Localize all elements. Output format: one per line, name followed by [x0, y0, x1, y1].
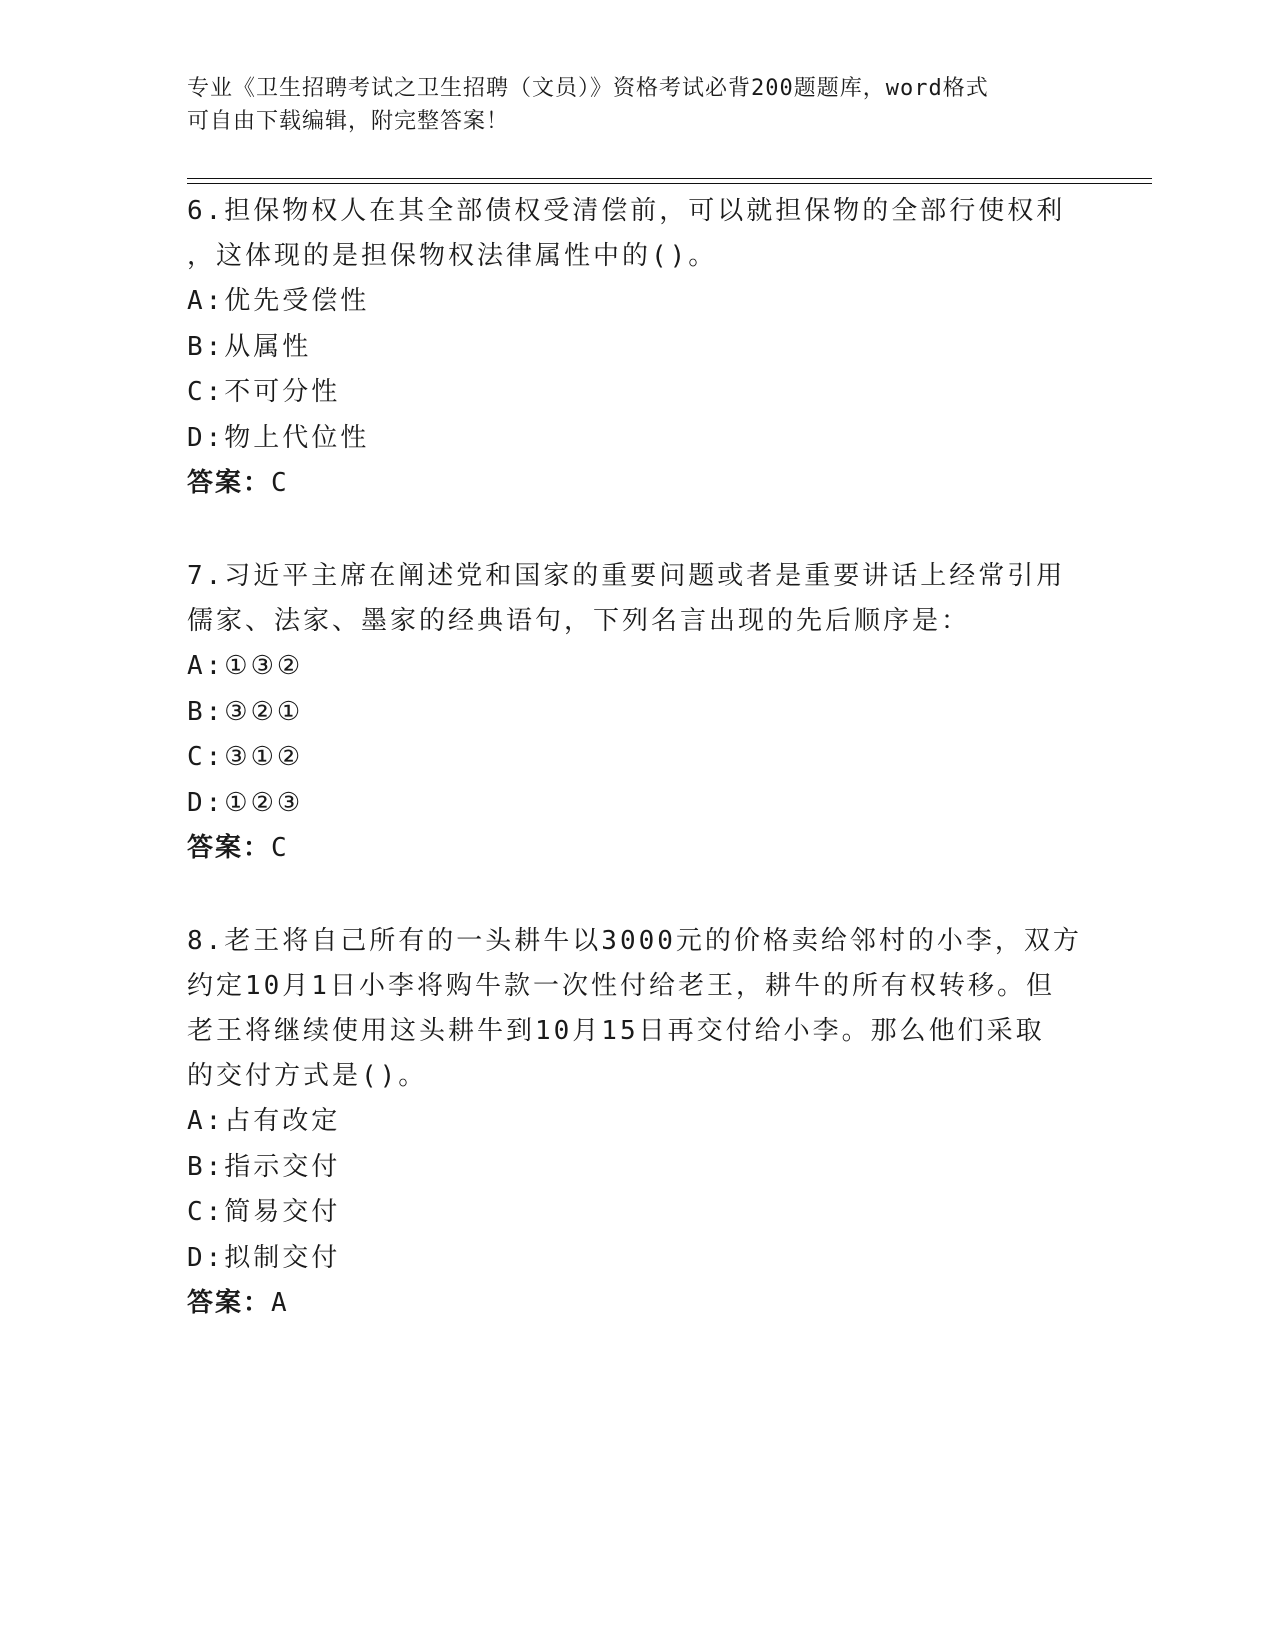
option-c: C:简易交付 [187, 1197, 341, 1227]
question-text-line: 的交付方式是()。 [187, 1061, 428, 1091]
answer-value: C [271, 468, 288, 498]
answer-label: 答案： [187, 468, 272, 498]
answer-line [187, 1281, 1087, 1326]
answer-value: A [271, 1288, 288, 1318]
header-divider-bottom [187, 183, 1152, 184]
question-text-line: 儒家、法家、墨家的经典语句，下列名言出现的先后顺序是： [187, 606, 971, 636]
document-header [187, 72, 1067, 138]
option-c: C:不可分性 [187, 377, 341, 407]
option-d: D:①②③ [187, 787, 304, 818]
option-d: D:物上代位性 [187, 422, 370, 453]
answer-label: 答案： [187, 833, 272, 863]
answer-value: C [271, 833, 288, 863]
question-text-line: 老王将继续使用这头耕牛到10月15日再交付给小李。那么他们采取 [187, 1016, 1045, 1046]
option-a: A:①③② [187, 651, 304, 681]
answer-line [187, 461, 1087, 506]
option-a: A:优先受偿性 [187, 286, 370, 316]
option-c: C:③①② [187, 742, 304, 772]
option-b: B:从属性 [187, 331, 312, 362]
question-text-line: 6.担保物权人在其全部债权受清偿前，可以就担保物的全部行使权利 [187, 196, 1066, 226]
answer-label: 答案： [187, 1288, 272, 1318]
question-6 [187, 189, 1087, 506]
question-text-line: 7.习近平主席在阐述党和国家的重要问题或者是重要讲话上经常引用 [187, 561, 1066, 591]
question-text-line: 约定10月1日小李将购牛款一次性付给老王，耕牛的所有权转移。但 [187, 971, 1055, 1001]
option-a: A:占有改定 [187, 1106, 341, 1136]
option-d: D:拟制交付 [187, 1242, 341, 1273]
header-line-2: 可自由下载编辑，附完整答案！ [187, 109, 510, 134]
option-b: B:③②① [187, 696, 304, 727]
question-8 [187, 919, 1087, 1326]
question-text-line: ，这体现的是担保物权法律属性中的()。 [187, 241, 718, 271]
question-text-line: 8.老王将自己所有的一头耕牛以3000元的价格卖给邻村的小李，双方 [187, 926, 1082, 956]
header-divider-top [187, 178, 1152, 179]
question-7 [187, 554, 1087, 871]
answer-line [187, 826, 1087, 871]
header-line-1: 专业《卫生招聘考试之卫生招聘（文员）》资格考试必背200题题库，word格式 [187, 76, 989, 101]
option-b: B:指示交付 [187, 1151, 341, 1182]
